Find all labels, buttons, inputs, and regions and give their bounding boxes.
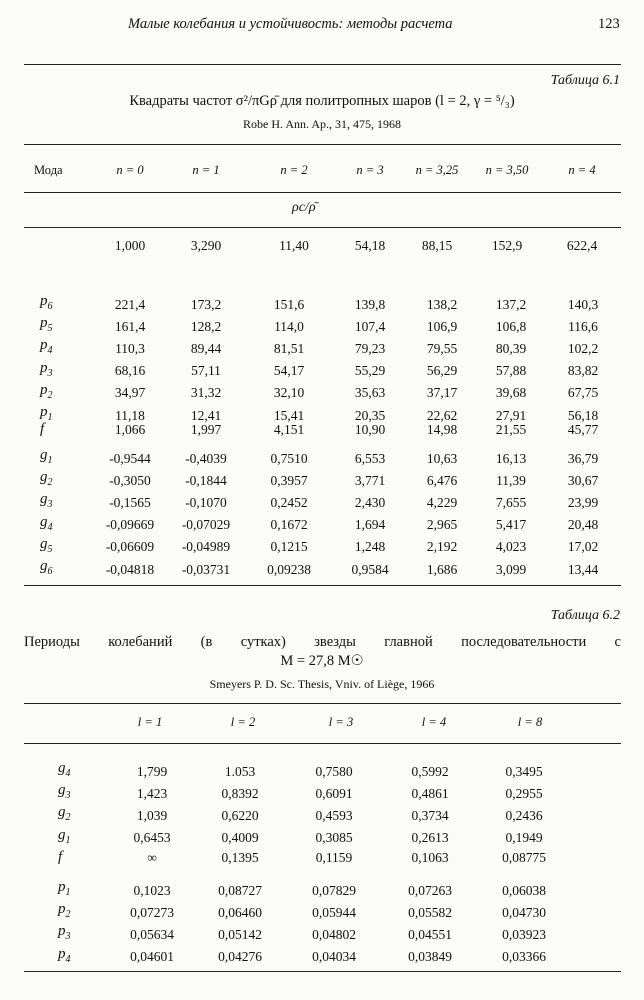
table-cell: 45,77 xyxy=(567,422,599,437)
density-value: 152,9 xyxy=(491,238,523,253)
table-cell: 37,17 xyxy=(426,385,458,401)
column-header: n = 0 xyxy=(116,163,144,177)
table-cell: 151,6 xyxy=(273,296,305,312)
table-cell: 102,2 xyxy=(567,340,599,356)
table-cell: -0,1565 xyxy=(109,494,151,510)
table-cell: 57,88 xyxy=(495,363,527,379)
table-row xyxy=(40,469,622,491)
table-cell: 20,48 xyxy=(567,517,599,533)
header-rule xyxy=(24,64,621,65)
table-cell: 79,23 xyxy=(354,340,386,356)
table-row xyxy=(40,447,622,469)
table-cell: 116,6 xyxy=(568,318,598,334)
column-header: n = 3,50 xyxy=(485,163,529,177)
table-cell: 83,82 xyxy=(567,363,599,379)
table-cell: 0,05634 xyxy=(130,926,174,942)
table-row xyxy=(58,827,570,849)
table2-header-rule xyxy=(24,743,621,744)
table1-density-rule xyxy=(24,227,621,228)
table-cell: 79,55 xyxy=(426,340,458,356)
table1-source xyxy=(0,117,644,132)
table1-header-rule xyxy=(24,192,621,193)
table-cell: 0,04601 xyxy=(130,949,174,965)
table-cell: 0,04730 xyxy=(502,904,546,920)
table-row xyxy=(40,491,622,513)
table1-label: Таблица 6.1 xyxy=(550,73,620,88)
table-cell: 1,248 xyxy=(354,539,386,555)
table-cell: 20,35 xyxy=(354,407,386,423)
table-cell: 0,03366 xyxy=(502,949,546,965)
density-value: 11,40 xyxy=(279,238,309,253)
table-cell: 107,4 xyxy=(354,318,386,334)
table-cell: 106,9 xyxy=(426,318,458,334)
table-cell: 81,51 xyxy=(273,340,305,356)
row-label: $p_6$ xyxy=(40,293,53,312)
row-label: $g_2$ xyxy=(58,804,71,824)
table-cell: 1.053 xyxy=(224,763,256,779)
table-cell: 1,694 xyxy=(354,517,386,533)
row-label: $g_4$ xyxy=(58,760,71,779)
table-row xyxy=(40,558,622,580)
column-header: n = 1 xyxy=(192,163,220,177)
table-row xyxy=(40,382,622,404)
table-cell: 15,41 xyxy=(273,407,305,423)
column-header: n = 3,25 xyxy=(415,163,459,177)
table-cell: 0,7510 xyxy=(270,450,308,466)
table-cell: 0,2613 xyxy=(411,830,449,846)
table2-title-line1: Периоды колебаний (в сутках) звезды главной последовательности с xyxy=(24,634,621,650)
column-header: l = 2 xyxy=(230,715,256,729)
row-label: $g_1$ xyxy=(58,826,71,846)
table-cell: 0,3085 xyxy=(315,830,353,846)
row-label: $p_3$ xyxy=(58,923,71,943)
table-cell: 21,55 xyxy=(495,422,527,437)
table-row xyxy=(58,901,570,923)
table-cell: 14,98 xyxy=(426,422,458,437)
table-cell: -0,4039 xyxy=(185,450,227,466)
density-value: 54,18 xyxy=(354,238,386,253)
table-cell: 1,799 xyxy=(136,763,168,779)
table-row xyxy=(58,760,570,782)
table-cell: 6,553 xyxy=(354,450,386,466)
table-cell: 39,68 xyxy=(495,385,527,401)
row-label: $g_5$ xyxy=(40,535,53,555)
table-cell: -0,04818 xyxy=(105,561,155,577)
table-cell: 27,91 xyxy=(495,407,527,423)
table-cell: 13,44 xyxy=(567,561,599,577)
table-cell: 80,39 xyxy=(495,340,527,356)
table-cell: 56,29 xyxy=(426,363,458,379)
table-cell: 34,97 xyxy=(114,385,146,401)
table2-source xyxy=(0,677,644,692)
table-cell: 3,099 xyxy=(495,561,527,577)
table-row xyxy=(58,923,570,945)
table-cell: ∞ xyxy=(147,850,157,865)
row-label: $p_1$ xyxy=(58,879,71,898)
table-cell: 2,430 xyxy=(354,494,386,510)
table-cell: 11,39 xyxy=(496,472,526,488)
row-label: $p_5$ xyxy=(40,315,53,335)
table-row xyxy=(58,849,570,866)
table-cell: 0,5992 xyxy=(411,763,449,779)
table-cell: 1,423 xyxy=(136,785,168,801)
table-cell: 0,05582 xyxy=(408,904,452,920)
table-cell: 1,066 xyxy=(114,422,146,437)
density-label: ρc/ρ̄ xyxy=(292,200,316,215)
table-cell: 0,04276 xyxy=(218,949,262,965)
table-cell: 138,2 xyxy=(426,296,458,312)
table-cell: -0,1070 xyxy=(185,494,227,510)
table-cell: 0,07829 xyxy=(312,882,356,898)
table-cell: 2,965 xyxy=(426,517,458,533)
table1-top-rule xyxy=(24,144,621,145)
table-cell: 0,04802 xyxy=(312,926,356,942)
table-cell: 0,4593 xyxy=(315,807,353,823)
table2-f-mode xyxy=(58,849,570,866)
table-cell: 140,3 xyxy=(567,296,599,312)
table-cell: 1,997 xyxy=(190,422,222,437)
row-label: $g_3$ xyxy=(58,782,71,802)
table-row xyxy=(58,782,570,804)
table-cell: 0,05944 xyxy=(312,904,356,920)
table-cell: 16,13 xyxy=(495,450,527,466)
table-cell: 56,18 xyxy=(567,407,599,423)
table-cell: -0,06609 xyxy=(105,539,155,555)
table-row xyxy=(58,946,570,968)
table-cell: 0,4861 xyxy=(411,785,449,801)
table-cell: 2,192 xyxy=(426,539,458,555)
table-cell: 0,09238 xyxy=(267,561,311,577)
row-label: $p_4$ xyxy=(58,945,71,965)
table-cell: 0,7580 xyxy=(315,763,353,779)
table-cell: 173,2 xyxy=(190,296,222,312)
table2-bottom-rule xyxy=(24,971,621,972)
row-label: $g_1$ xyxy=(40,447,53,466)
table-cell: 12,41 xyxy=(190,407,222,423)
table2-p-modes xyxy=(58,879,570,968)
table1-bottom-rule xyxy=(24,585,621,586)
row-label: $p_2$ xyxy=(58,901,71,921)
table-cell: -0,9544 xyxy=(109,450,151,466)
table1-mode-header: Мода xyxy=(34,163,63,177)
table-cell: 139,8 xyxy=(354,296,386,312)
table-cell: 0,1159 xyxy=(315,850,353,865)
density-value: 1,000 xyxy=(114,238,146,253)
table-row xyxy=(58,879,570,901)
table-cell: 0,1063 xyxy=(411,850,449,865)
table-cell: 3,771 xyxy=(354,472,386,488)
table-cell: 0,6453 xyxy=(133,830,171,846)
table-row xyxy=(40,514,622,536)
table1-f-mode xyxy=(40,421,622,438)
table2-g-modes xyxy=(58,760,570,849)
table-cell: 4,229 xyxy=(426,494,458,510)
table-cell: -0,3050 xyxy=(109,472,151,488)
table-cell: 0,2955 xyxy=(505,785,543,801)
table-cell: 1,039 xyxy=(136,807,168,823)
table-cell: 35,63 xyxy=(354,385,386,401)
table-cell: 11,18 xyxy=(115,407,145,423)
table-cell: 0,9584 xyxy=(351,561,389,577)
table-cell: 0,1023 xyxy=(133,882,171,898)
page-number: 123 xyxy=(598,16,620,32)
table-cell: -0,03731 xyxy=(181,561,231,577)
row-label: $p_3$ xyxy=(40,359,53,379)
table-row xyxy=(40,421,622,438)
row-label: $g_2$ xyxy=(40,469,53,489)
table-row xyxy=(40,315,622,337)
table-cell: 32,10 xyxy=(273,385,305,401)
table-row xyxy=(40,360,622,382)
table-cell: 0,6091 xyxy=(315,785,353,801)
density-value: 622,4 xyxy=(566,238,598,253)
table-cell: 0,4009 xyxy=(221,830,259,846)
table-cell: 31,32 xyxy=(190,385,222,401)
table-cell: 4,023 xyxy=(495,539,527,555)
table-row xyxy=(40,536,622,558)
row-label: $g_4$ xyxy=(40,513,53,533)
table-cell: 0,3957 xyxy=(270,472,308,488)
table-cell: 0,08727 xyxy=(218,882,262,898)
row-label: $p_1$ xyxy=(40,404,53,424)
table-cell: 0,04034 xyxy=(312,949,356,965)
table-cell: 10,90 xyxy=(354,422,386,437)
table-row xyxy=(58,804,570,826)
table-cell: 6,476 xyxy=(426,472,458,488)
table-cell: 17,02 xyxy=(567,539,599,555)
table-cell: 161,4 xyxy=(114,318,146,334)
table-row xyxy=(40,337,622,359)
row-label: f xyxy=(40,421,45,437)
table-cell: 22,62 xyxy=(426,407,458,423)
table-cell: 1,686 xyxy=(426,561,458,577)
table-cell: 0,2452 xyxy=(270,494,308,510)
table-cell: -0,09669 xyxy=(105,517,155,533)
table-cell: 55,29 xyxy=(354,363,386,379)
table-cell: 0,07273 xyxy=(130,904,174,920)
table-cell: -0,07029 xyxy=(181,517,231,533)
running-head: Малые колебания и устойчивость: методы расчета xyxy=(128,16,453,32)
table-cell: 0,3734 xyxy=(411,807,449,823)
table-cell: 54,17 xyxy=(273,363,305,379)
table1-g-modes xyxy=(40,447,622,580)
table-cell: 57,11 xyxy=(191,363,221,379)
table1-title: Квадраты частот σ²/πGρ̄ для политропных шаров (l = 2, γ = ⁵/₃) xyxy=(129,93,515,109)
table-cell: 0,3495 xyxy=(505,763,543,779)
column-header: n = 4 xyxy=(568,163,596,177)
table-cell: 0,2436 xyxy=(505,807,543,823)
table-cell: 89,44 xyxy=(190,340,222,356)
table-cell: 0,1949 xyxy=(505,830,543,846)
table-cell: 0,1672 xyxy=(270,517,308,533)
table2-title-line2: M = 27,8 M☉ xyxy=(280,653,364,669)
table-cell: 67,75 xyxy=(567,385,599,401)
table-cell: 23,99 xyxy=(567,494,599,510)
table1-p-modes xyxy=(40,293,622,426)
table-cell: 7,655 xyxy=(495,494,527,510)
table-cell: -0,04989 xyxy=(181,539,231,555)
table-cell: 0,6220 xyxy=(221,807,259,823)
table-cell: 0,1215 xyxy=(270,539,308,555)
column-header: l = 4 xyxy=(421,715,447,729)
table-cell: 0,05142 xyxy=(218,926,262,942)
column-header: l = 3 xyxy=(328,715,354,729)
row-label: $g_3$ xyxy=(40,491,53,511)
table-cell: 10,63 xyxy=(426,450,458,466)
table-cell: 0,04551 xyxy=(408,926,452,942)
row-label: f xyxy=(58,849,63,865)
column-header: l = 1 xyxy=(137,715,163,729)
density-value: 3,290 xyxy=(190,238,222,253)
table-cell: 106,8 xyxy=(495,318,527,334)
table2-label: Таблица 6.2 xyxy=(550,608,620,623)
row-label: $g_6$ xyxy=(40,558,53,578)
table-cell: 0,06038 xyxy=(502,882,546,898)
table-cell: 36,79 xyxy=(567,450,599,466)
table-cell: 0,08775 xyxy=(502,850,546,865)
table-cell: 0,03923 xyxy=(502,926,546,942)
table-cell: 68,16 xyxy=(114,363,146,379)
table-cell: -0,1844 xyxy=(185,472,227,488)
table-cell: 137,2 xyxy=(495,296,527,312)
table1-source-text: Robe H. Ann. Ap., 31, 475, 1968 xyxy=(242,117,401,131)
row-label: $p_2$ xyxy=(40,381,53,401)
table2-top-rule xyxy=(24,703,621,704)
column-header: n = 3 xyxy=(356,163,384,177)
table-cell: 0,1395 xyxy=(221,850,259,865)
column-header: n = 2 xyxy=(280,163,308,177)
table-row xyxy=(40,293,622,315)
table-cell: 110,3 xyxy=(115,340,145,356)
table-cell: 0,07263 xyxy=(408,882,452,898)
table-cell: 30,67 xyxy=(567,472,599,488)
table-cell: 0,06460 xyxy=(218,904,262,920)
row-label: $p_4$ xyxy=(40,337,53,357)
table-cell: 4,151 xyxy=(273,422,305,437)
table-cell: 0,8392 xyxy=(221,785,259,801)
table-cell: 114,0 xyxy=(274,318,304,334)
table-cell: 221,4 xyxy=(114,296,146,312)
column-header: l = 8 xyxy=(517,715,543,729)
table-cell: 0,03849 xyxy=(408,949,452,965)
table2-source-text: Smeyers P. D. Sc. Thesis, Vniv. of Liège, 1966 xyxy=(209,677,435,691)
table-cell: 128,2 xyxy=(190,318,222,334)
table-cell: 5,417 xyxy=(495,517,527,533)
density-value: 88,15 xyxy=(421,238,453,253)
